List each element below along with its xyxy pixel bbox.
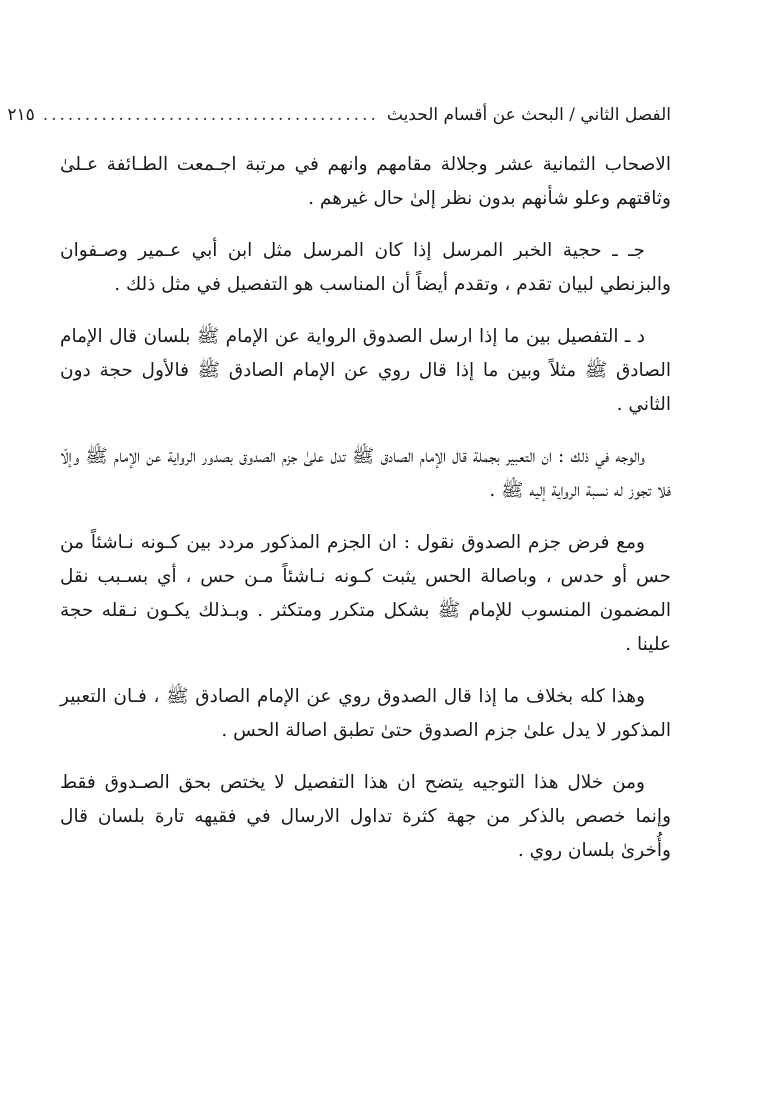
paragraph-7: ومن خلال هذا التوجيه يتضح ان هذا التفصيل لا يختص بحق الصـدوق فقط وإنما خصص بالذكر من جهة كثرة تداول الارسال في فقيهه تارة بلسان قال وأُخرىٰ بلسان روي . [60,772,671,861]
paragraph-1: الاصحاب الثمانية عشر وجلالة مقامهم وانهم في مرتبة اجـمعت الطـائفة عـلىٰ وثاقتهم وعلو شأنهم بدون نظر إلىٰ حال غيرهم . [60,154,671,209]
page-body [60,148,671,886]
page-number: ٢١٥ [7,105,35,125]
running-header [7,98,671,132]
chapter-title: الفصل الثاني / البحث عن أقسام الحديث [386,105,671,125]
paragraph-4: والوجه في ذلك : ان التعبير بجملة قال الإمام الصادق ﷺ تدل علىٰ جزم الصدوق بصدور الرواية عن الإمام ﷺ وإلّا فلا تجوز له نسبة الرواية إليه ﷺ . [60,446,671,501]
paragraph-5: ومع فرض جزم الصدوق نقول : ان الجزم المذكور مردد بين كـونه نـاشئاً من حس أو حدس ، وباصالة الحس يثبت كـونه نـاشئاً مـن حس ، أي بسـبب نقل المضمون المنسوب للإمام ﷺ بشكل متكرر ومتكثر . وبـذلك يكـون نـقله حجة علينا . [60,532,671,655]
paragraph-6: وهذا كله بخلاف ما إذا قال الصدوق روي عن الإمام الصادق ﷺ ، فـان التعبير المذكور لا يدل علىٰ جزم الصدوق حتىٰ تطبق اصالة الحس . [60,686,671,741]
paragraph-2: جـ ـ حجية الخبر المرسل إذا كان المرسل مثل ابن أبي عـمير وصـفوان والبزنطي لبيان تقدم ، وتقدم أيضاً أن المناسب هو التفصيل في مثل ذلك . [60,240,671,295]
header-leader-dots: ........................................ [42,105,379,125]
paragraph-3: د ـ التفصيل بين ما إذا ارسل الصدوق الرواية عن الإمام ﷺ بلسان قال الإمام الصادق ﷺ مثلاً وبين ما إذا قال روي عن الإمام الصادق ﷺ فالأول حجة دون الثاني . [60,326,671,415]
